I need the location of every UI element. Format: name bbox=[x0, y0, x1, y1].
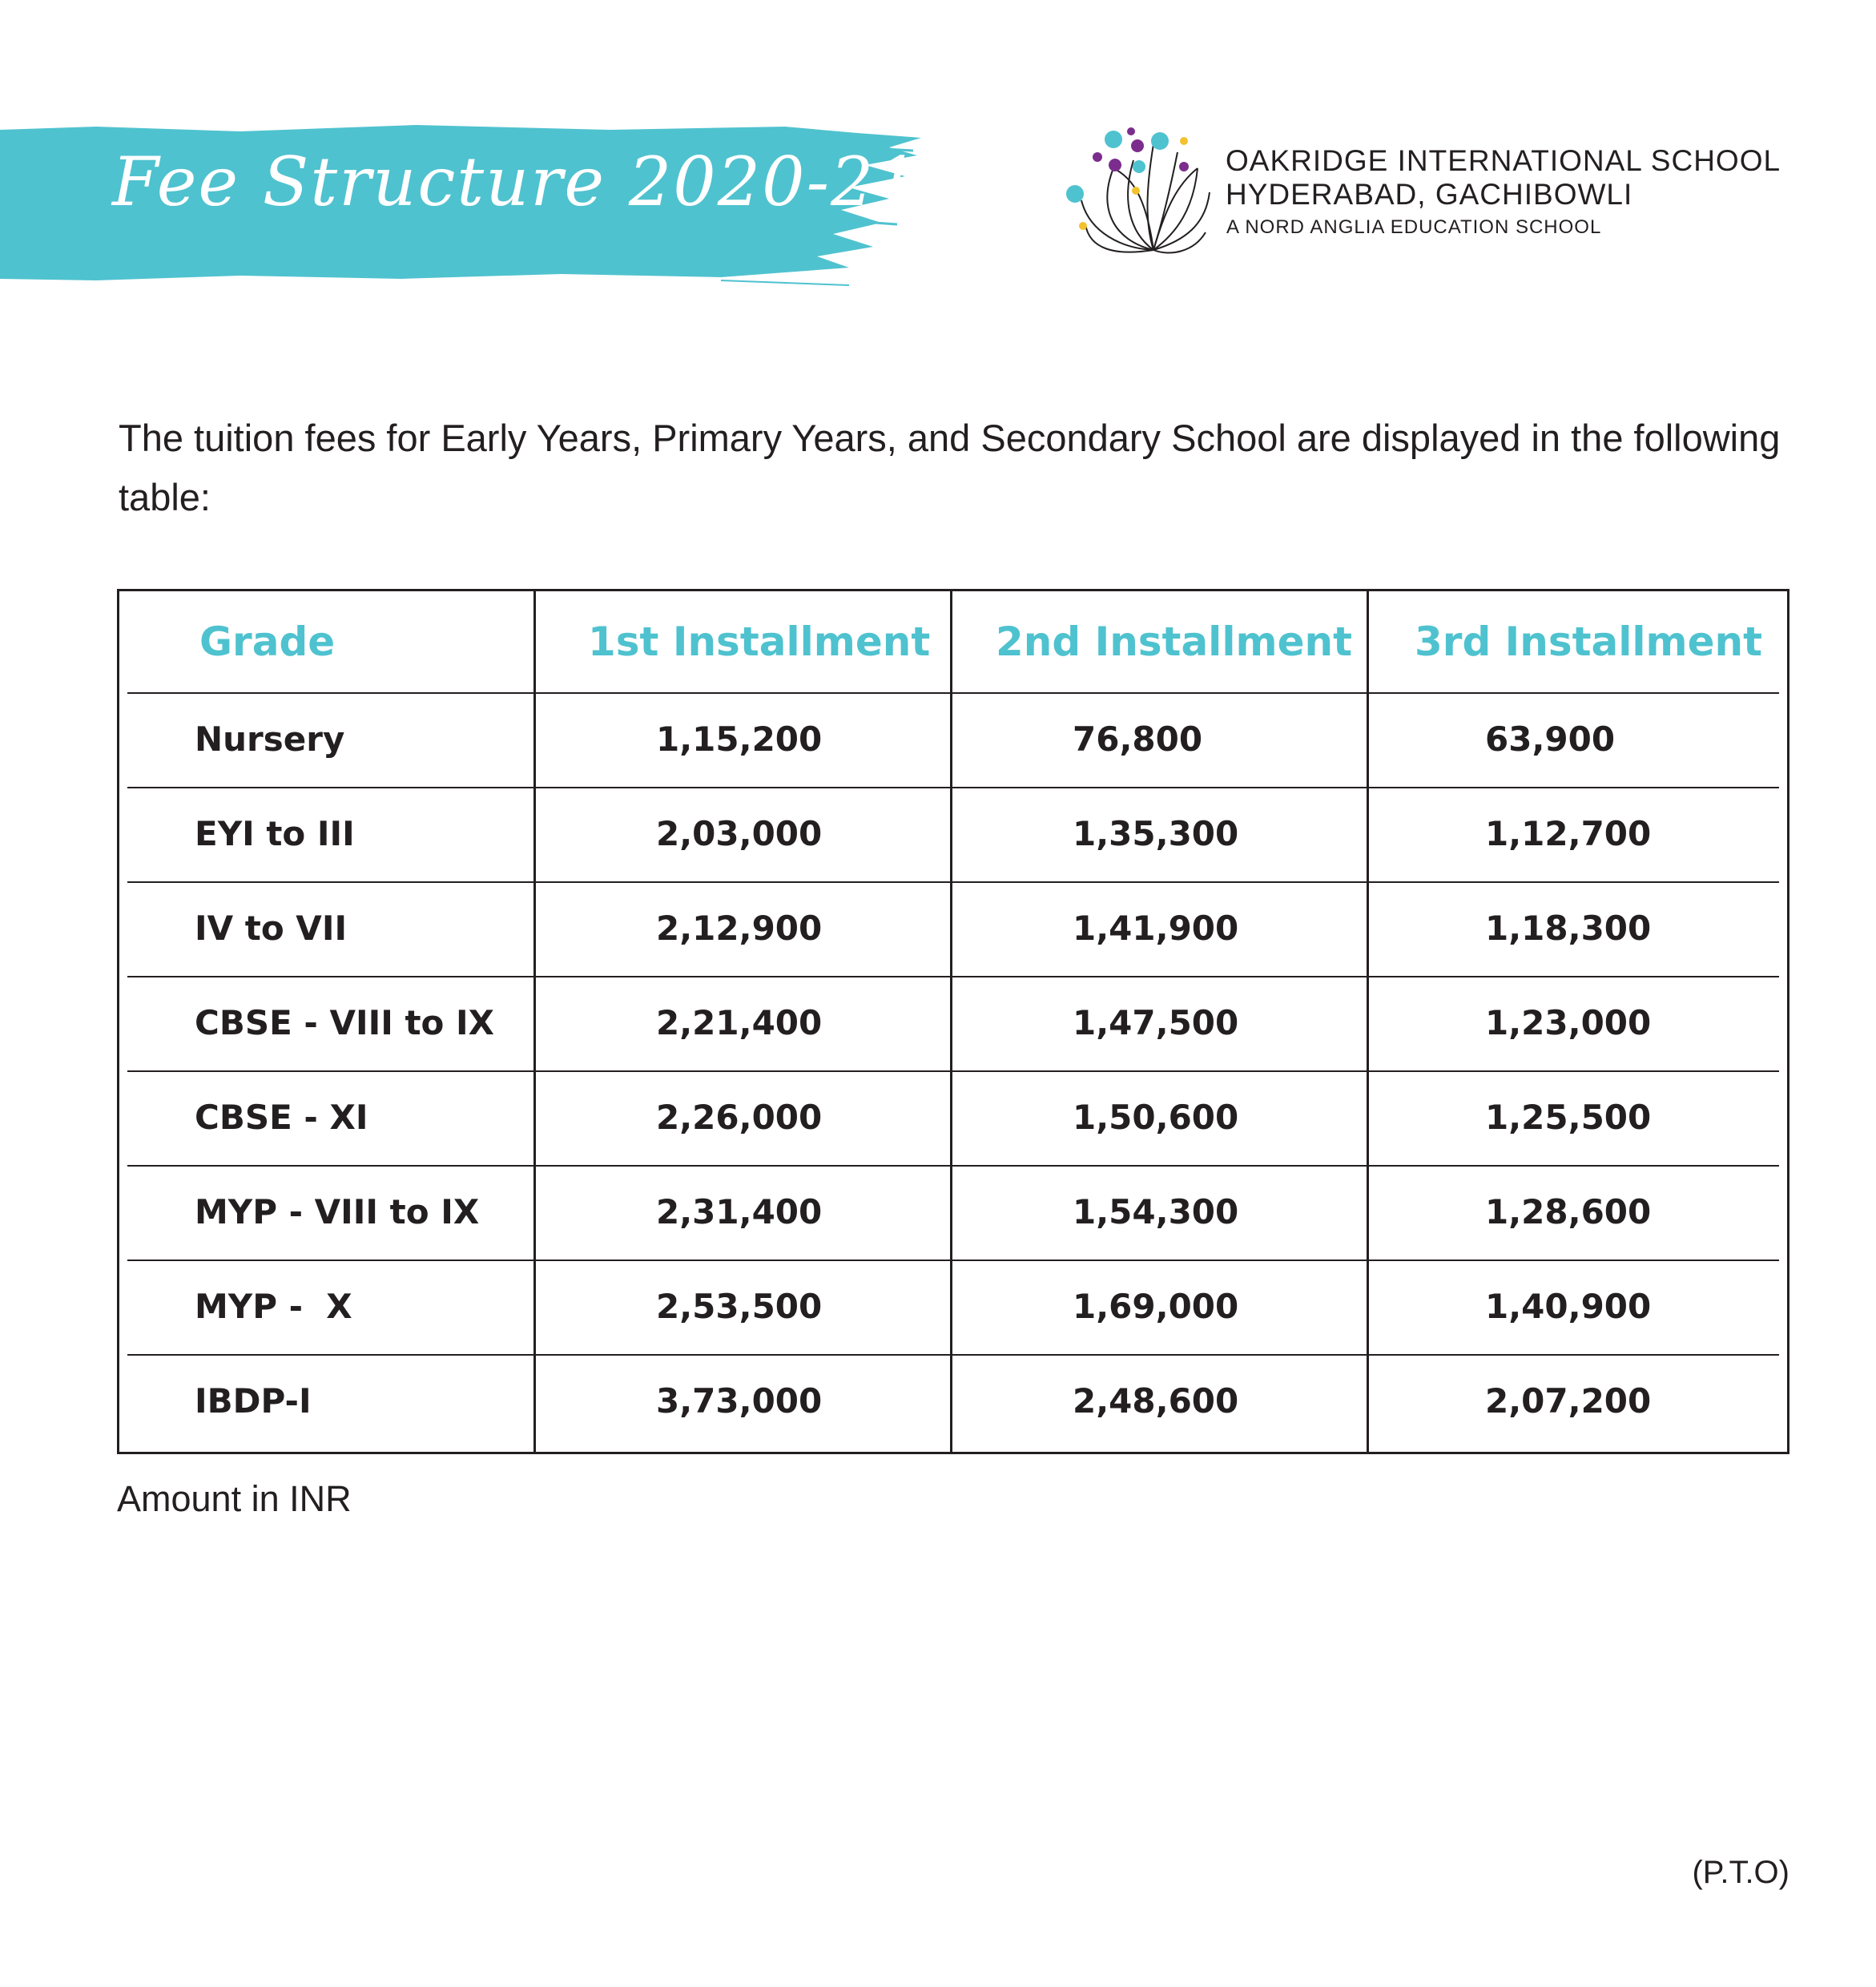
row-divider bbox=[127, 1070, 1779, 1072]
installment-1-cell: 1,15,200 bbox=[656, 719, 823, 759]
column-divider bbox=[1367, 591, 1369, 1452]
installment-3-cell: 2,07,200 bbox=[1485, 1381, 1652, 1421]
school-name-line2: HYDERABAD, GACHIBOWLI bbox=[1226, 178, 1633, 211]
installment-2-cell: 1,54,300 bbox=[1073, 1192, 1239, 1231]
installment-1-cell: 2,21,400 bbox=[656, 1003, 823, 1042]
header-3rd-installment: 3rd Installment bbox=[1415, 619, 1763, 665]
school-logo bbox=[1065, 120, 1218, 264]
installment-2-cell: 1,41,900 bbox=[1073, 909, 1239, 948]
row-divider bbox=[127, 692, 1779, 694]
grade-cell: Nursery bbox=[195, 719, 345, 759]
row-divider bbox=[127, 1354, 1779, 1356]
dandelion-logo-icon bbox=[1065, 120, 1218, 264]
installment-2-cell: 1,50,600 bbox=[1073, 1098, 1239, 1137]
header-grade: Grade bbox=[199, 619, 336, 665]
installment-3-cell: 1,12,700 bbox=[1485, 814, 1652, 853]
school-name-line1: OAKRIDGE INTERNATIONAL SCHOOL bbox=[1226, 144, 1781, 177]
installment-1-cell: 2,53,500 bbox=[656, 1287, 823, 1326]
grade-cell: MYP - X bbox=[195, 1287, 352, 1326]
row-divider bbox=[127, 1165, 1779, 1167]
fee-table bbox=[117, 589, 1789, 1454]
installment-3-cell: 1,40,900 bbox=[1485, 1287, 1652, 1326]
grade-cell: IV to VII bbox=[195, 909, 348, 948]
row-divider bbox=[127, 1260, 1779, 1261]
installment-1-cell: 2,03,000 bbox=[656, 814, 823, 853]
column-divider bbox=[950, 591, 952, 1452]
grade-cell: IBDP-I bbox=[195, 1381, 312, 1421]
installment-1-cell: 3,73,000 bbox=[656, 1381, 823, 1421]
installment-2-cell: 1,47,500 bbox=[1073, 1003, 1239, 1042]
installment-3-cell: 63,900 bbox=[1485, 719, 1616, 759]
installment-2-cell: 76,800 bbox=[1073, 719, 1203, 759]
grade-cell: MYP - VIII to IX bbox=[195, 1192, 480, 1231]
installment-3-cell: 1,25,500 bbox=[1485, 1098, 1652, 1137]
installment-1-cell: 2,12,900 bbox=[656, 909, 823, 948]
installment-1-cell: 2,26,000 bbox=[656, 1098, 823, 1137]
grade-cell: CBSE - XI bbox=[195, 1098, 368, 1137]
school-name bbox=[1226, 144, 1781, 212]
header-banner bbox=[0, 120, 929, 288]
please-turn-over-note: (P.T.O) bbox=[1692, 1855, 1789, 1890]
currency-note: Amount in INR bbox=[117, 1478, 352, 1519]
grade-cell: EYI to III bbox=[195, 814, 355, 853]
installment-3-cell: 1,23,000 bbox=[1485, 1003, 1652, 1042]
row-divider bbox=[127, 787, 1779, 788]
school-tagline: A NORD ANGLIA EDUCATION SCHOOL bbox=[1226, 216, 1602, 238]
column-divider bbox=[533, 591, 536, 1452]
header-1st-installment: 1st Installment bbox=[588, 619, 931, 665]
page-title: Fee Structure 2020-21 bbox=[112, 143, 920, 221]
grade-cell: CBSE - VIII to IX bbox=[195, 1003, 495, 1042]
installment-2-cell: 1,69,000 bbox=[1073, 1287, 1239, 1326]
header-2nd-installment: 2nd Installment bbox=[996, 619, 1352, 665]
row-divider bbox=[127, 881, 1779, 883]
installment-1-cell: 2,31,400 bbox=[656, 1192, 823, 1231]
installment-2-cell: 2,48,600 bbox=[1073, 1381, 1239, 1421]
intro-text: The tuition fees for Early Years, Primary Years, and Secondary School are displayed in the following table: bbox=[119, 417, 1781, 518]
installment-3-cell: 1,18,300 bbox=[1485, 909, 1652, 948]
installment-2-cell: 1,35,300 bbox=[1073, 814, 1239, 853]
installment-3-cell: 1,28,600 bbox=[1485, 1192, 1652, 1231]
row-divider bbox=[127, 976, 1779, 977]
